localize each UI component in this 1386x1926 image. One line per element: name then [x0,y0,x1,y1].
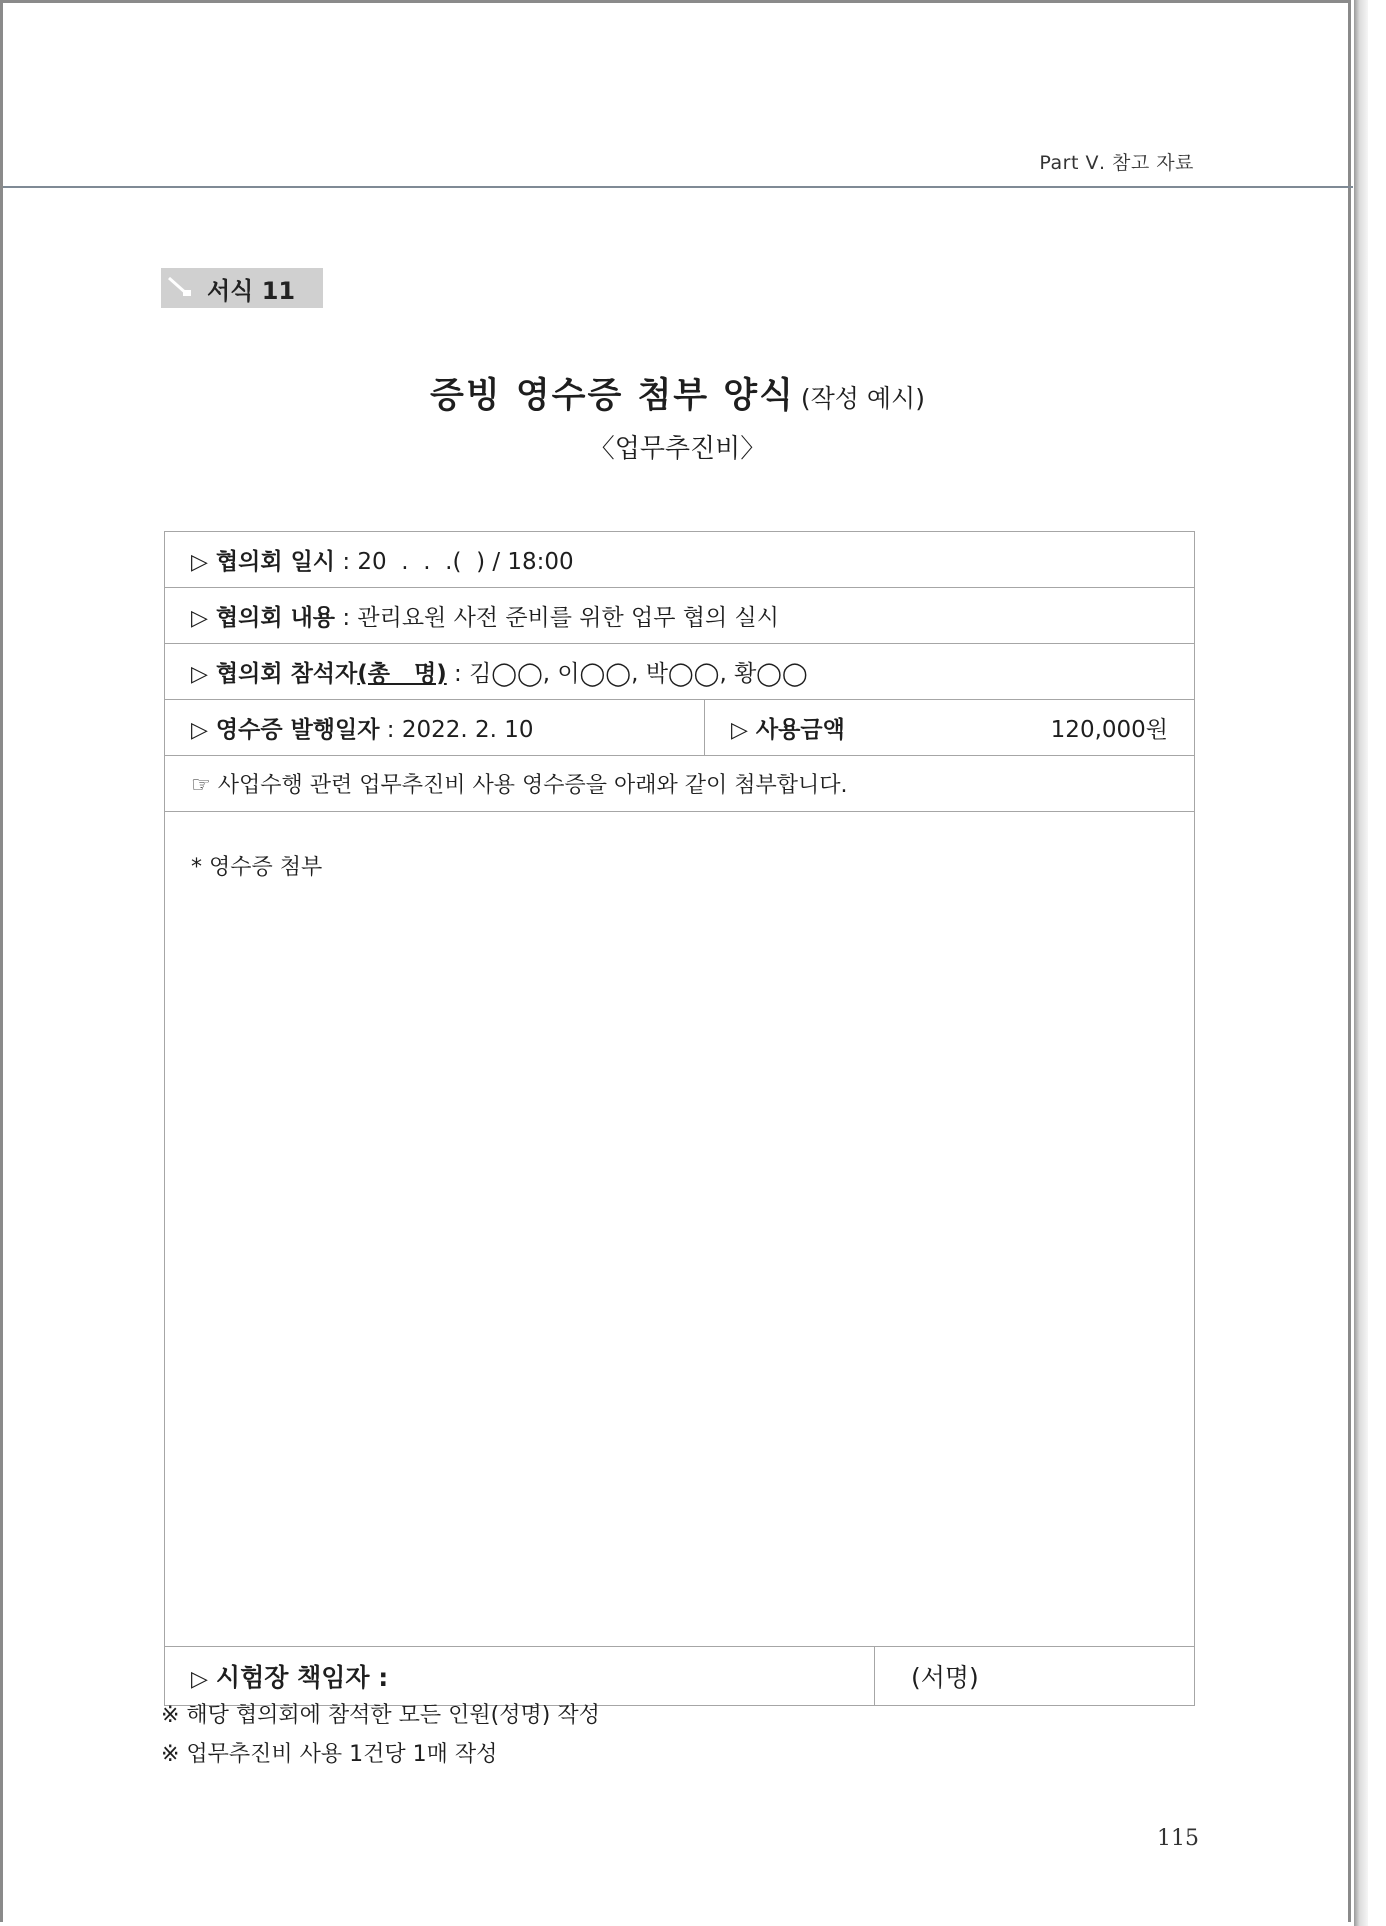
triangle-bullet-icon: ▷ [191,662,208,687]
issue-date-cell [165,700,705,756]
form-number-badge [161,268,323,308]
colon: : [335,605,358,631]
footnote-2: ※ 업무추진비 사용 1건당 1매 작성 [161,1742,498,1767]
footnotes [161,1696,600,1774]
page-shadow [1354,0,1368,1926]
amount-value: 120,000원 [1050,717,1169,743]
attendees-total: (총 명) [357,661,447,687]
colon: : [335,549,358,575]
meeting-content-label: 협의회 내용 [215,605,336,631]
attendees-row [165,644,1195,700]
notice-text: ☞ 사업수행 관련 업무추진비 사용 영수증을 아래와 같이 첨부합니다. [165,756,1195,812]
signature-cell[interactable] [875,1647,1195,1706]
attendees-label: 협의회 참석자 [215,661,358,687]
issue-date-value: 2022. 2. 10 [401,717,534,743]
badge-label: 서식 11 [207,276,296,305]
page-number: 115 [1157,1826,1199,1851]
meeting-date-label: 협의회 일시 [215,549,336,575]
supervisor-label: 시험장 책임자 : [215,1663,389,1692]
receipt-attachment-area [165,812,1195,1647]
title-note: (작성 예시) [800,384,925,413]
signature-label: (서명) [911,1663,979,1692]
triangle-bullet-icon: ▷ [191,718,208,743]
amount-label: 사용금액 [755,717,845,743]
meeting-content-value: 관리요원 사전 준비를 위한 업무 협의 실시 [357,605,779,631]
attachment-label: * 영수증 첨부 [191,855,323,880]
title-main: 증빙 영수증 첨부 양식 [430,376,795,416]
colon: : [379,717,402,743]
triangle-bullet-icon: ▷ [191,1667,208,1692]
issue-date-label: 영수증 발행일자 [215,717,380,743]
triangle-bullet-icon: ▷ [191,606,208,631]
page-subtitle: 〈업무추진비〉 [588,434,767,464]
meeting-content-row [165,588,1195,644]
triangle-bullet-icon: ▷ [191,550,208,575]
receipt-row [165,700,1195,756]
amount-cell [705,700,1195,756]
notice-row [165,756,1195,812]
page-title [0,368,1355,418]
corner-arrow-icon [161,268,195,308]
footnote-1: ※ 해당 협의회에 참석한 모든 인원(성명) 작성 [161,1703,600,1728]
attachment-row [165,812,1195,1647]
meeting-date-value: 20 . . .( ) / 18:00 [357,549,574,575]
colon: : [446,661,470,687]
header-rule [3,186,1353,188]
triangle-bullet-icon: ▷ [731,718,748,743]
running-header: Part Ⅴ. 참고 자료 [1039,152,1194,174]
receipt-form-table [164,531,1195,1706]
attendees-value: 김◯◯, 이◯◯, 박◯◯, 황◯◯ [469,661,808,687]
meeting-date-row [165,532,1195,588]
